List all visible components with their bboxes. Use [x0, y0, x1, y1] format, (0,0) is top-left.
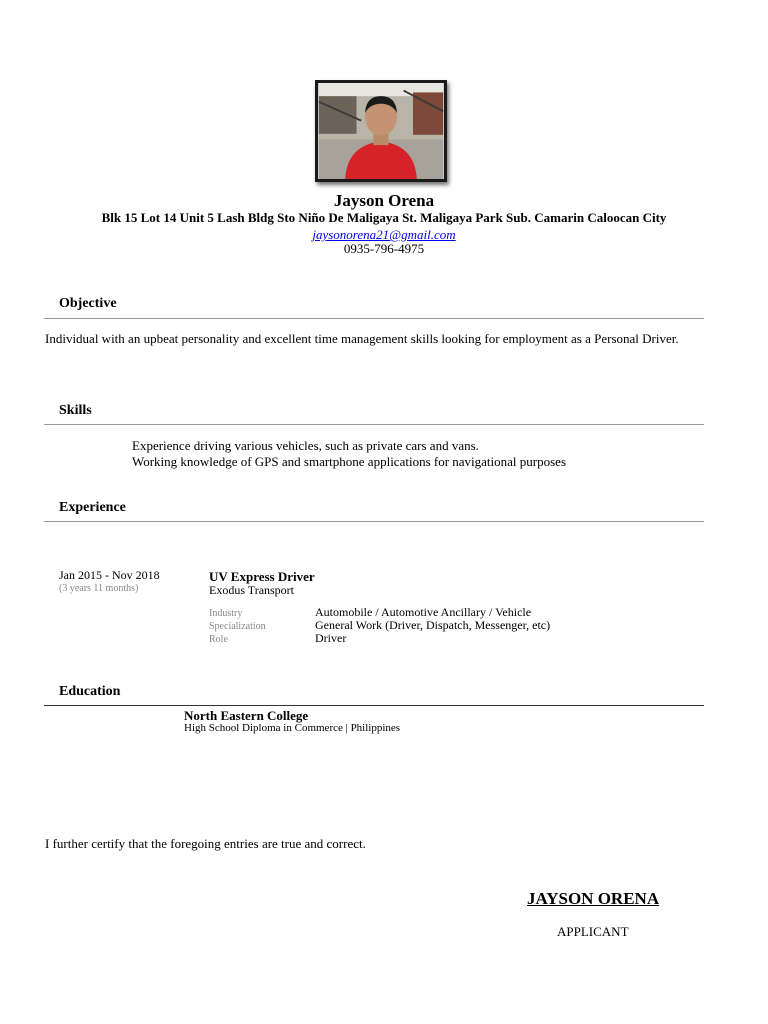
applicant-photo	[315, 80, 447, 182]
degree-text: High School Diploma in Commerce | Philippines	[184, 722, 401, 734]
education-heading: Education	[59, 684, 121, 699]
experience-heading: Experience	[59, 500, 126, 515]
specialization-label: Specialization	[209, 621, 266, 632]
experience-divider	[44, 521, 704, 522]
skills-list	[132, 438, 712, 470]
industry-label: Industry	[209, 608, 243, 619]
objective-divider	[44, 318, 704, 319]
role-value: Driver	[315, 631, 347, 645]
applicant-name: Jayson Orena	[333, 191, 435, 210]
specialization-value: General Work (Driver, Dispatch, Messenger, etc)	[315, 618, 551, 632]
industry-value: Automobile / Automotive Ancillary / Vehicle	[315, 605, 532, 619]
skill-item: Experience driving various vehicles, such as private cars and vans.	[132, 438, 479, 453]
signature-name: JAYSON ORENA	[527, 889, 660, 908]
job-title: UV Express Driver	[209, 569, 315, 584]
role-label: Role	[209, 634, 228, 645]
job-company: Exodus Transport	[209, 583, 295, 597]
school-name: North Eastern College	[184, 708, 309, 723]
education-divider	[44, 705, 704, 706]
skills-heading: Skills	[59, 403, 92, 418]
applicant-address: Blk 15 Lot 14 Unit 5 Lash Bldg Sto Niño De Maligaya St. Maligaya Park Sub. Camarin Caloocan City	[101, 210, 667, 225]
job-duration: (3 years 11 months)	[59, 583, 139, 594]
skills-divider	[44, 424, 704, 425]
skill-item: Working knowledge of GPS and smartphone applications for navigational purposes	[132, 454, 567, 469]
objective-text: Individual with an upbeat personality and excellent time management skills looking for employment as a Personal Driver.	[45, 331, 679, 346]
objective-heading: Objective	[59, 296, 117, 311]
job-dates: Jan 2015 - Nov 2018	[59, 568, 160, 582]
phone-number: 0935-796-4975	[343, 241, 425, 256]
certification-statement: I further certify that the foregoing entries are true and correct.	[45, 836, 366, 851]
email-link[interactable]: jaysonorena21@gmail.com	[312, 227, 456, 242]
applicant-photo-image	[318, 83, 444, 179]
signature-role: APPLICANT	[557, 924, 629, 939]
